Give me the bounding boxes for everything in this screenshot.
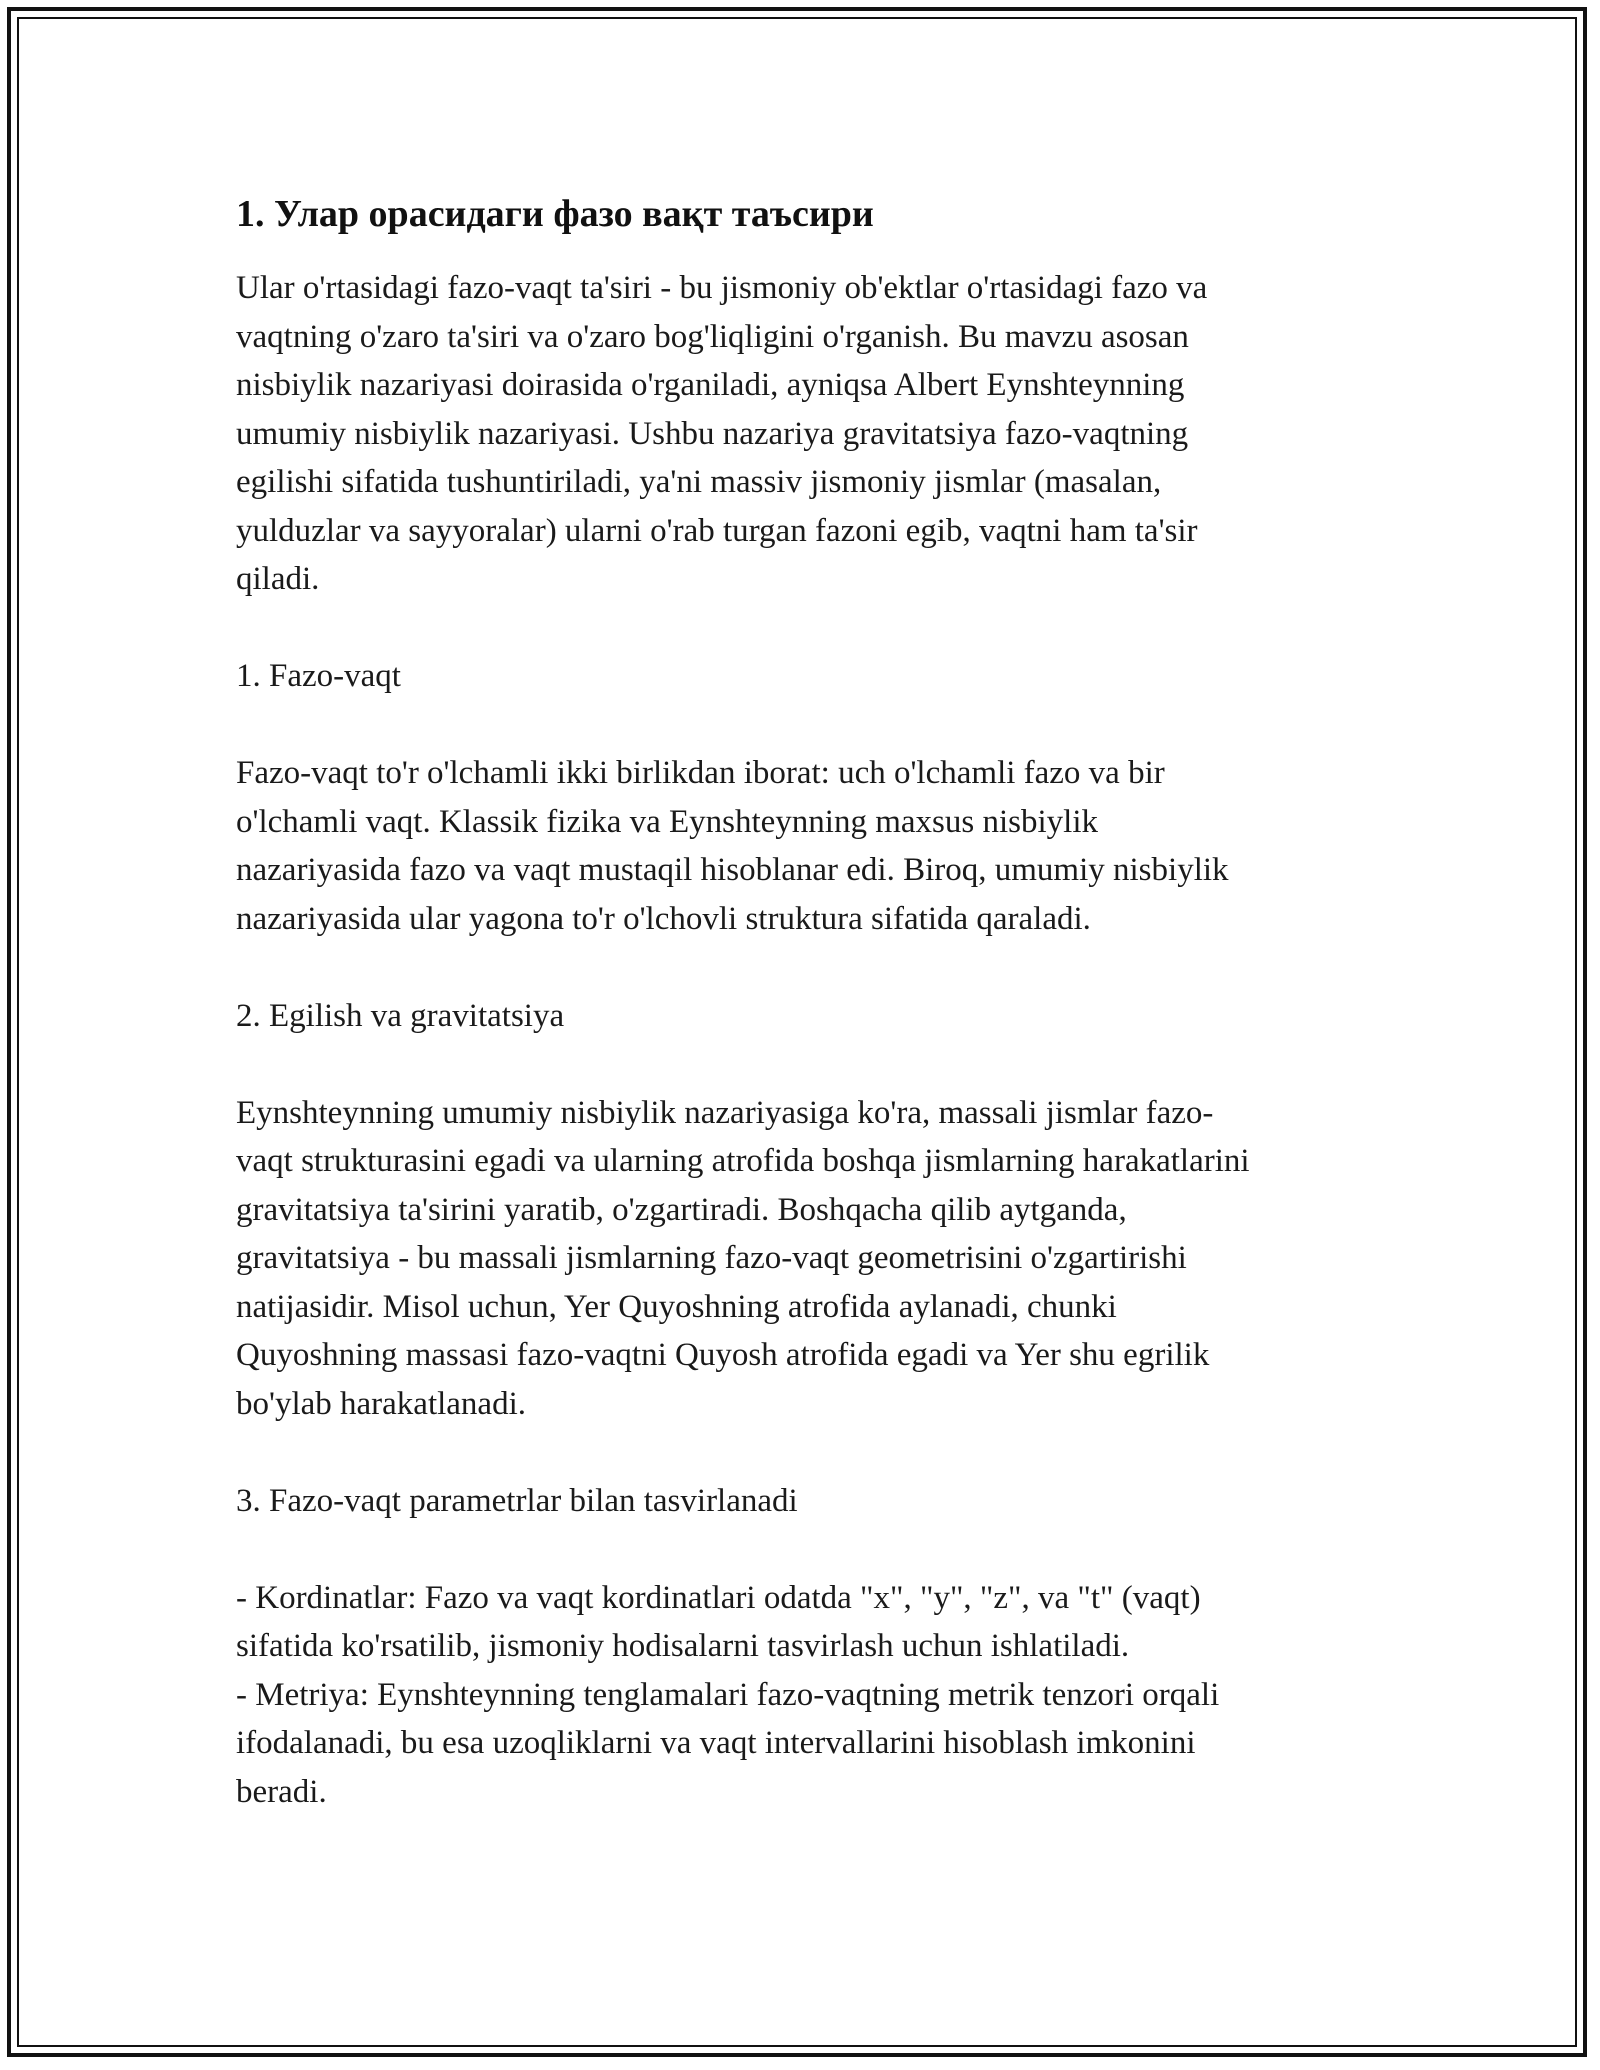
document-body (236, 190, 1376, 1816)
page-title: 1. Улар орасидаги фазо вақт таъсири (236, 193, 874, 235)
section-1-paragraph: Fazo-vaqt to'r o'lchamli ikki birlikdan iborat: uch o'lchamli fazo va bir o'lchamli vaqt. Klassik fizika va Eynshteynning maxsus nisbiylik nazariyasida fazo va vaqt mustaqil hisoblanar edi. Biroq, umumiy nisbiylik nazariyasida ular yagona to'r o'lchovli struktura sifatida qaraladi. (236, 755, 1229, 937)
section-3-title: 3. Fazo-vaqt parametrlar bilan tasvirlanadi (236, 1482, 798, 1519)
intro-paragraph: Ular o'rtasidagi fazo-vaqt ta'siri - bu jismoniy ob'ektlar o'rtasidagi fazo va vaqtning o'zaro ta'siri va o'zaro bog'liqligini o'rganish. Bu mavzu asosan nisbiylik nazariyasi doirasida o'rganiladi, ayniqsa Albert Eynshteynning umumiy nisbiylik nazariyasi. Ushbu nazariya gravitatsiya fazo-vaqtning egilishi sifatida tushuntiriladi, ya'ni massiv jismoniy jismlar (masalan, yulduzlar va sayyoralar) ularni o'rab turgan fazoni egib, vaqtni ham ta'sir qiladi. (236, 270, 1208, 597)
section-2-title: 2. Egilish va gravitatsiya (236, 997, 565, 1034)
section-1-title: 1. Fazo-vaqt (236, 658, 401, 694)
bullet-coordinates: - Kordinatlar: Fazo va vaqt kordinatlari odatda "x", "y", "z", va "t" (vaqt) sifatida ko'rsatilib, jismoniy hodisalarni tasvirlash uchun ishlatiladi. (236, 1579, 1201, 1664)
bullet-metric: - Metriya: Eynshteynning tenglamalari fazo-vaqtning metrik tenzori orqali ifodalanadi, bu esa uzoqliklarni va vaqt intervallarini hisoblash imkonini beradi. (236, 1676, 1220, 1810)
section-2-paragraph: Eynshteynning umumiy nisbiylik nazariyasiga ko'ra, massali jismlar fazo- vaqt strukturasini egadi va ularning atrofida boshqa jismlarning harakatlarini gravitatsiya ta'sirini yaratib, o'zgartiradi. Boshqacha qilib aytganda, gravitatsiya - bu massali jismlarning fazo-vaqt geometrisini o'zgartirishi natijasidir. Misol uchun, Yer Quyoshning atrofida aylanadi, chunki Quyoshning massasi fazo-vaqtni Quyosh atrofida egadi va Yer shu egrilik bo'ylab harakatlanadi. (236, 1094, 1250, 1422)
section-3-list (236, 1574, 1376, 1817)
